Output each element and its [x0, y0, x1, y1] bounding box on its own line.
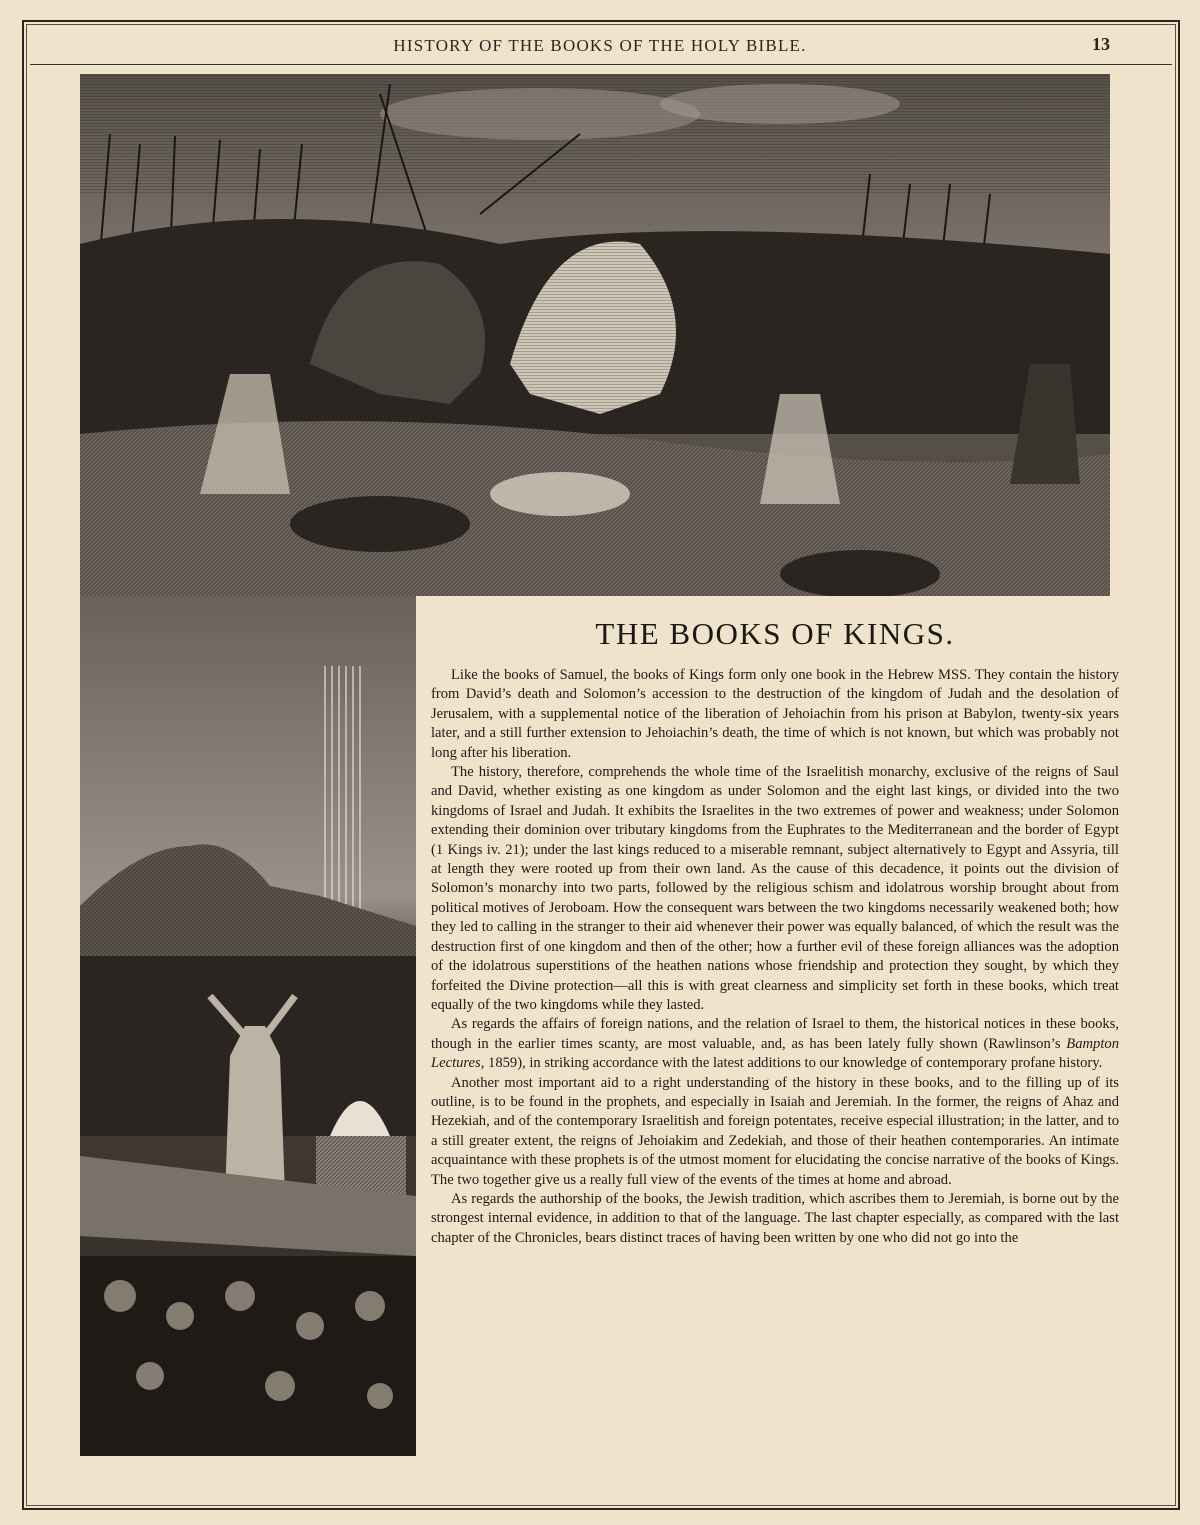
paragraph-2: The history, therefore, comprehends the whole time of the Israelitish monarchy, exclusive of the reigns of Saul and David, whether existing as one kingdom as under Solomon and the eight last kings, or divided into the two kingdoms of Israel and Judah. It exhibits the Israelites in the two extremes of power and weakness; under Solomon extending their dominion over tributary kingdoms from the Euphrates to the Mediterranean and the border of Egypt (1 Kings iv. 21); under the last kings reduced to a miserable remnant, subject alternatively to Egypt and Assyria, till at length they were rooted up from their own land. As the cause of this decadence, it points out the division of Solomon’s monarchy into two parts, followed by the religious schism and idolatrous worship brought about from political motives of Jeroboam. How the consequent wars between the two kingdoms necessarily weakened both; how they led to calling in the stranger to their aid whenever their power was equally balanced, of which the result was the destruction first of one kingdom and then of the other; how a further evil of these foreign alliances was the adoption of the idolatrous superstitions of the heathen nations whose friendship and protection they sought, by which they forfeited the Divine protection—all this is with great clearness and simplicity set forth in these books, which treat equally of the two kingdoms while they lasted.	[431, 764, 1119, 1013]
paragraph-3	[431, 1015, 1119, 1073]
altar-engraving	[80, 596, 416, 1456]
paragraph-4: Another most important aid to a right understanding of the history in these books, and to the filling up of its outline, is to be found in the prophets, and especially in Isaiah and Jeremiah. In the former, the reigns of Ahaz and Hezekiah, and of the contemporary Israelitish and foreign potentates, receive especial illustration; in the latter, and to a still greater extent, the reigns of Jehoiakim and Zedekiah, and those of their heathen contemporaries. An intimate acquaintance with these prophets is of the utmost moment for elucidating the concise narrative of the books of Kings. The two together give us a really full view of the events of the times at home and abroad.	[431, 1074, 1119, 1188]
section-title: THE BOOKS OF KINGS.	[595, 616, 955, 651]
header-rule	[30, 64, 1172, 65]
running-head: HISTORY OF THE BOOKS OF THE HOLY BIBLE.	[393, 36, 807, 55]
battle-engraving	[80, 74, 1110, 596]
paragraph-5: As regards the authorship of the books, the Jewish tradition, which ascribes them to Jeremiah, is borne out by the strongest internal evidence, in addition to that of the language. The last chapter especially, as compared with the last chapter of the Chronicles, bears distinct traces of having been written by one who did not go into the	[431, 1190, 1119, 1246]
paragraph-3-text-b: 1859), in striking accordance with the latest additions to our knowledge of contemporary profane history.	[484, 1055, 1103, 1072]
page-number: 13	[1092, 34, 1110, 54]
paragraph-1: Like the books of Samuel, the books of Kings form only one book in the Hebrew MSS. They contain the history from David’s death and Solomon’s accession to the destruction of the kingdom of Judah and the desolation of Jerusalem, with a supplemental notice of the liberation of Jehoiachin from his prison at Babylon, twenty-six years later, and a still further extension to Jehoiachin’s death, the time of which is not known, but which was probably not long after his liberation.	[431, 667, 1119, 761]
paragraph-3-citation: Bampton Lectures,	[431, 1035, 1119, 1072]
paragraph-3-text-a: As regards the affairs of foreign nations, and the relation of Israel to them, the historical notices in these books, though in the earlier times scanty, are most valuable, and, as has been lately fully shown (Rawlinson’s	[431, 1016, 1119, 1052]
article-column	[431, 608, 1119, 1248]
